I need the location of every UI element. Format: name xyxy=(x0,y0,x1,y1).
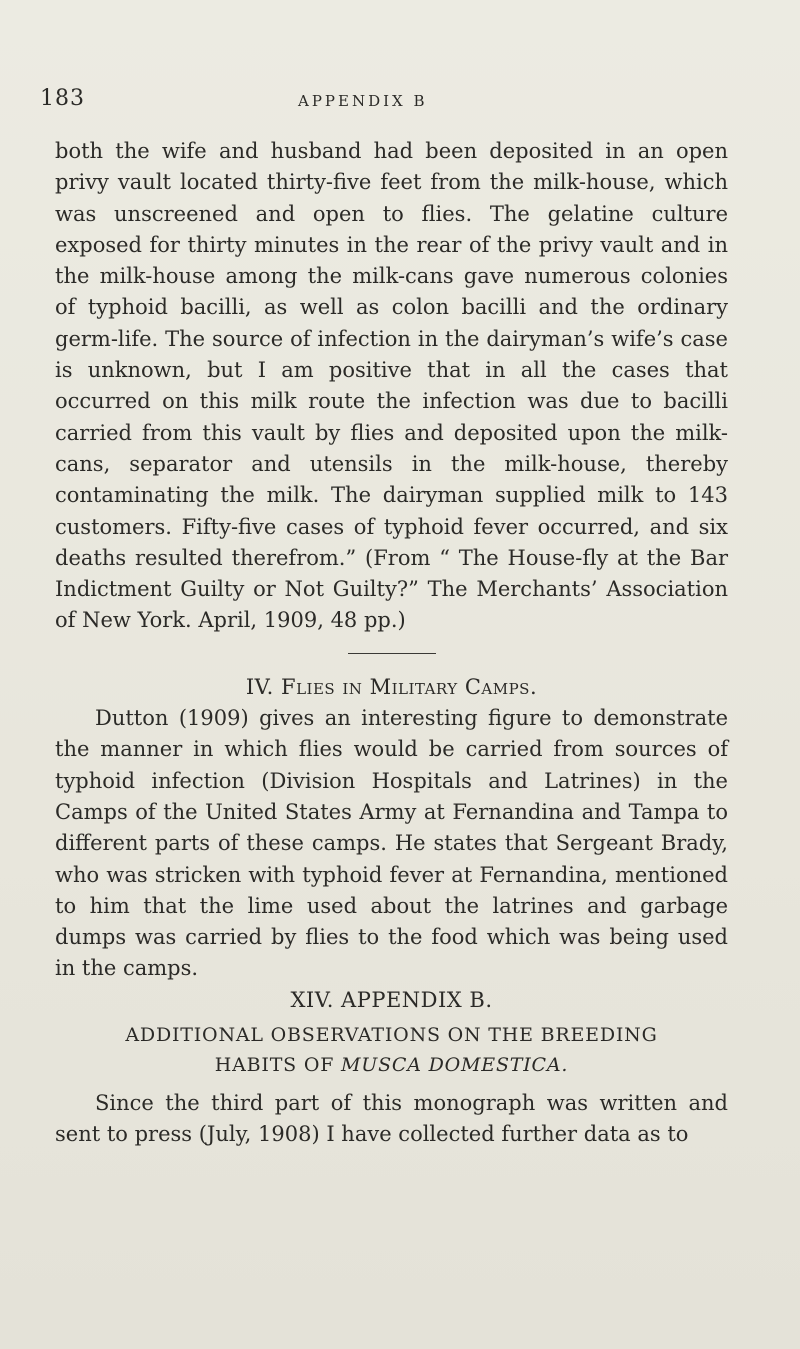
paragraph-continued: both the wife and husband had been deposited in an open privy vault located thirty-five feet from the milk-house, which was unscreened and open to flies. The gelatine culture exposed for thirty minutes in the rear of the privy vault and in the milk-house among the milk-cans gave numerous colonies of typhoid bacilli, as well as colon bacilli and the ordinary germ-life. The source of infection in the dairyman’s wife’s case is unknown, but I am positive that in all the cases that occurred on this milk route the infection was due to bacilli carried from this vault by flies and deposited upon the milk-cans, separator and utensils in the milk-house, thereby contaminating the milk. The dairyman supplied milk to 143 customers. Fifty-five cases of typhoid fever occurred, and six deaths resulted therefrom.” (From “ The House-fly at the Bar Indictment Guilty or Not Guilty?” The Merchants’ Association of New York. April, 1909, 48 pp.) xyxy=(55,139,728,633)
subheading-prefix: HABITS OF xyxy=(214,1054,342,1077)
subheading-species: MUSCA DOMESTICA. xyxy=(341,1054,569,1077)
page-body xyxy=(55,136,728,1151)
page-header xyxy=(40,86,760,116)
chapter-heading: XIV. APPENDIX B. xyxy=(290,987,493,1012)
subheading-line-2 xyxy=(55,1050,728,1080)
page-number: 183 xyxy=(40,86,85,111)
chapter-subheading xyxy=(55,1020,728,1080)
subheading-line-1: ADDITIONAL OBSERVATIONS ON THE BREEDING xyxy=(125,1024,658,1047)
running-head: APPENDIX B xyxy=(298,92,428,110)
paragraph-appendix-b: Since the third part of this monograph was written and sent to press (July, 1908) I have collected further data as to xyxy=(55,1091,728,1147)
section-divider xyxy=(348,653,436,654)
paragraph-military-camps: Dutton (1909) gives an interesting figure to demonstrate the manner in which flies would be carried from sources of typhoid infection (Division Hospitals and Latrines) in the Camps of the United States Army at Fernandina and Tampa to different parts of these camps. He states that Sergeant Brady, who was stricken with typhoid fever at Fernandina, mentioned to him that the lime used about the latrines and garbage dumps was carried by flies to the food which was being used in the camps. xyxy=(55,706,728,981)
section-heading-iv: IV. Flies in Military Camps. xyxy=(245,674,538,699)
